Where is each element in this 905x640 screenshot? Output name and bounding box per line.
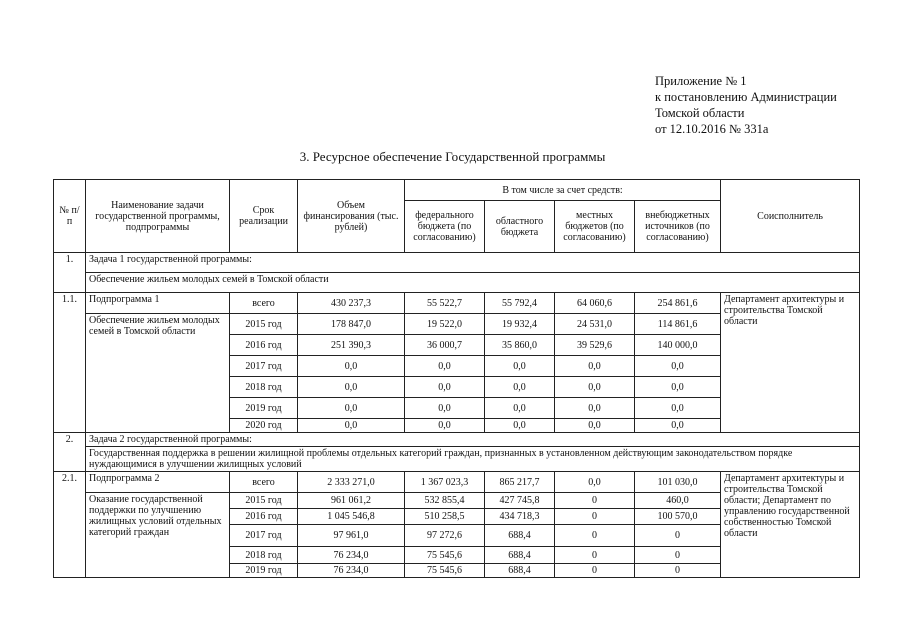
offbudget-cell: 114 861,6: [635, 314, 721, 335]
volume-cell: 178 847,0: [298, 314, 405, 335]
federal-cell: 75 545,6: [405, 564, 485, 578]
col-including-header: В том числе за счет средств:: [405, 180, 721, 201]
task-1-row: [54, 253, 860, 273]
resource-table: [53, 179, 860, 578]
table-row: [54, 472, 860, 493]
task-2-title: Задача 2 государственной программы:: [86, 433, 860, 447]
regional-cell: 434 718,3: [485, 509, 555, 525]
term-cell: 2020 год: [230, 419, 298, 433]
task-2-description: Государственная поддержка в решении жилищной проблемы отдельных категорий граждан, признанных в установленном действующим законодательством порядке нуждающимися в улучшении жилищных условий: [86, 447, 860, 472]
federal-cell: 0,0: [405, 356, 485, 377]
federal-cell: 55 522,7: [405, 293, 485, 314]
local-cell: 24 531,0: [555, 314, 635, 335]
volume-cell: 76 234,0: [298, 564, 405, 578]
subprogram-1-description: Обеспечение жильем молодых семей в Томской области: [86, 314, 230, 433]
term-cell: 2018 год: [230, 377, 298, 398]
federal-cell: 0,0: [405, 377, 485, 398]
header-row-1: [54, 180, 860, 201]
col-federal-header: федерального бюджета (по согласованию): [405, 201, 485, 253]
term-cell: всего: [230, 293, 298, 314]
local-cell: 39 529,6: [555, 335, 635, 356]
regional-cell: 865 217,7: [485, 472, 555, 493]
federal-cell: 510 258,5: [405, 509, 485, 525]
volume-cell: 430 237,3: [298, 293, 405, 314]
term-cell: всего: [230, 472, 298, 493]
subprogram-1-name: Подпрограмма 1: [86, 293, 230, 314]
volume-cell: 961 061,2: [298, 493, 405, 509]
regional-cell: 0,0: [485, 419, 555, 433]
appendix-line-3: Томской области: [655, 106, 745, 120]
term-cell: 2017 год: [230, 525, 298, 547]
local-cell: 0,0: [555, 377, 635, 398]
table-row: [54, 293, 860, 314]
task-2-desc-row: [54, 447, 860, 472]
volume-cell: 0,0: [298, 377, 405, 398]
offbudget-cell: 0: [635, 564, 721, 578]
col-volume-header: Объем финансирования (тыс. рублей): [298, 180, 405, 253]
task-1-desc-row: [54, 273, 860, 293]
term-cell: 2019 год: [230, 564, 298, 578]
regional-cell: 688,4: [485, 547, 555, 564]
document-title: 3. Ресурсное обеспечение Государственной программы: [299, 149, 606, 164]
term-cell: 2019 год: [230, 398, 298, 419]
term-cell: 2016 год: [230, 335, 298, 356]
subprogram-1-number: 1.1.: [54, 293, 86, 433]
federal-cell: 0,0: [405, 419, 485, 433]
regional-cell: 0,0: [485, 377, 555, 398]
local-cell: 0,0: [555, 398, 635, 419]
task-1-description: Обеспечение жильем молодых семей в Томской области: [86, 273, 860, 293]
local-cell: 64 060,6: [555, 293, 635, 314]
offbudget-cell: 0,0: [635, 419, 721, 433]
regional-cell: 55 792,4: [485, 293, 555, 314]
local-cell: 0: [555, 525, 635, 547]
subprogram-2-executor: Департамент архитектуры и строительства Томской области; Департамент по управлению государственной собственностью Томской области: [721, 472, 860, 578]
regional-cell: 19 932,4: [485, 314, 555, 335]
task-2-number: 2.: [54, 433, 86, 472]
local-cell: 0,0: [555, 356, 635, 377]
term-cell: 2015 год: [230, 314, 298, 335]
regional-cell: 427 745,8: [485, 493, 555, 509]
term-cell: 2016 год: [230, 509, 298, 525]
col-name-header: Наименование задачи государственной программы, подпрограммы: [86, 180, 230, 253]
col-offbudget-header: внебюджетных источников (по согласованию): [635, 201, 721, 253]
task-1-number: 1.: [54, 253, 86, 293]
offbudget-cell: 0,0: [635, 398, 721, 419]
appendix-line-1: Приложение № 1: [655, 74, 747, 88]
regional-cell: 688,4: [485, 564, 555, 578]
subprogram-2-number: 2.1.: [54, 472, 86, 578]
offbudget-cell: 101 030,0: [635, 472, 721, 493]
offbudget-cell: 0,0: [635, 356, 721, 377]
appendix-line-2: к постановлению Администрации: [655, 90, 837, 104]
local-cell: 0,0: [555, 472, 635, 493]
col-regional-header: областного бюджета: [485, 201, 555, 253]
volume-cell: 0,0: [298, 356, 405, 377]
local-cell: 0: [555, 493, 635, 509]
offbudget-cell: 254 861,6: [635, 293, 721, 314]
offbudget-cell: 140 000,0: [635, 335, 721, 356]
term-cell: 2018 год: [230, 547, 298, 564]
col-executor-header: Соисполнитель: [721, 180, 860, 253]
federal-cell: 0,0: [405, 398, 485, 419]
col-local-header: местных бюджетов (по согласованию): [555, 201, 635, 253]
federal-cell: 1 367 023,3: [405, 472, 485, 493]
term-cell: 2015 год: [230, 493, 298, 509]
task-2-row: [54, 433, 860, 447]
local-cell: 0: [555, 547, 635, 564]
federal-cell: 532 855,4: [405, 493, 485, 509]
regional-cell: 0,0: [485, 398, 555, 419]
volume-cell: 2 333 271,0: [298, 472, 405, 493]
col-term-header: Срок реализации: [230, 180, 298, 253]
offbudget-cell: 460,0: [635, 493, 721, 509]
volume-cell: 0,0: [298, 398, 405, 419]
col-num-header: № п/п: [54, 180, 86, 253]
appendix-header: [655, 73, 837, 137]
term-cell: 2017 год: [230, 356, 298, 377]
federal-cell: 36 000,7: [405, 335, 485, 356]
volume-cell: 76 234,0: [298, 547, 405, 564]
volume-cell: 1 045 546,8: [298, 509, 405, 525]
volume-cell: 97 961,0: [298, 525, 405, 547]
task-1-title: Задача 1 государственной программы:: [86, 253, 860, 273]
local-cell: 0: [555, 509, 635, 525]
local-cell: 0: [555, 564, 635, 578]
regional-cell: 0,0: [485, 356, 555, 377]
local-cell: 0,0: [555, 419, 635, 433]
volume-cell: 0,0: [298, 419, 405, 433]
federal-cell: 19 522,0: [405, 314, 485, 335]
offbudget-cell: 100 570,0: [635, 509, 721, 525]
federal-cell: 75 545,6: [405, 547, 485, 564]
subprogram-1-executor: Департамент архитектуры и строительства Томской области: [721, 293, 860, 433]
appendix-line-4: от 12.10.2016 № 331а: [655, 122, 769, 136]
regional-cell: 688,4: [485, 525, 555, 547]
offbudget-cell: 0,0: [635, 377, 721, 398]
offbudget-cell: 0: [635, 547, 721, 564]
subprogram-2-description: Оказание государственной поддержки по улучшению жилищных условий отдельных категорий граждан: [86, 493, 230, 578]
volume-cell: 251 390,3: [298, 335, 405, 356]
regional-cell: 35 860,0: [485, 335, 555, 356]
offbudget-cell: 0: [635, 525, 721, 547]
subprogram-2-name: Подпрограмма 2: [86, 472, 230, 493]
federal-cell: 97 272,6: [405, 525, 485, 547]
